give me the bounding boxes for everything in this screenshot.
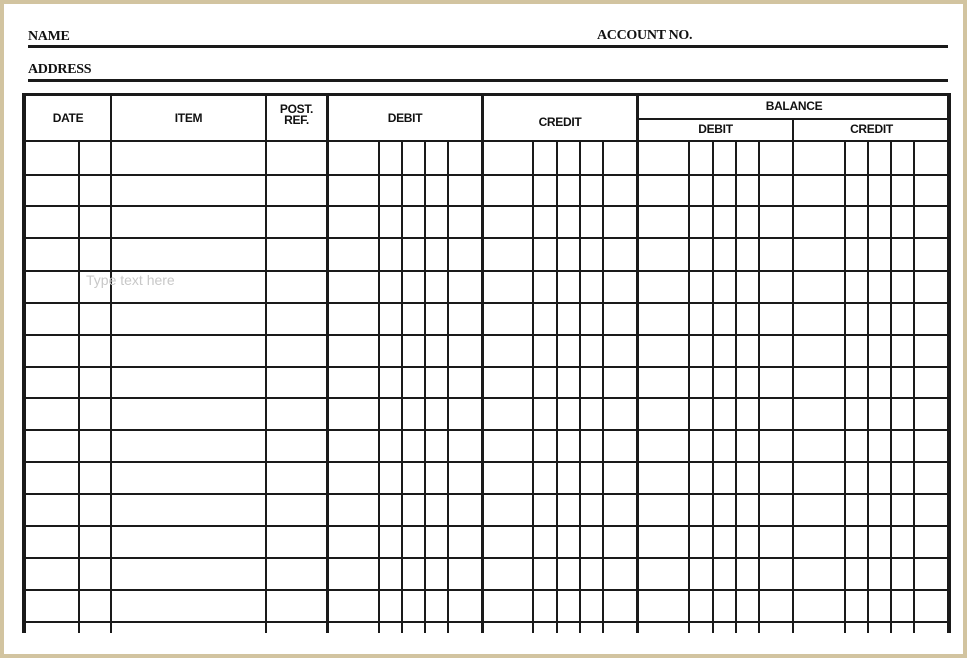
balance-debit-cents-line-4 — [758, 140, 760, 633]
text-entry-placeholder[interactable]: Type text here — [86, 272, 175, 288]
date-subcolumn-line — [78, 140, 80, 633]
row-line — [26, 237, 947, 239]
row-line — [26, 174, 947, 176]
debit-column-line — [326, 96, 329, 633]
balance-column-line — [636, 96, 639, 633]
credit-cents-line-2 — [556, 140, 558, 633]
balance-header: BALANCE — [765, 99, 823, 113]
debit-cents-line-2 — [401, 140, 403, 633]
address-line[interactable] — [28, 79, 948, 82]
credit-column-line — [481, 96, 484, 633]
name-label: NAME — [28, 29, 70, 44]
row-line — [26, 621, 947, 623]
row-line — [26, 525, 947, 527]
row-line — [26, 493, 947, 495]
address-label: ADDRESS — [28, 62, 92, 77]
date-header: DATE — [52, 111, 84, 125]
balance-credit-cents-line-4 — [913, 140, 915, 633]
row-line — [26, 366, 947, 368]
balance-debit-header: DEBIT — [698, 122, 733, 136]
balance-credit-header: CREDIT — [850, 122, 893, 136]
balance-debit-cents-line-1 — [688, 140, 690, 633]
post-ref-header-line2: REF. — [284, 113, 309, 127]
debit-cents-line-1 — [378, 140, 380, 633]
post-ref-column-line — [265, 96, 267, 633]
debit-cents-line-3 — [424, 140, 426, 633]
balance-debit-cents-line-2 — [712, 140, 714, 633]
row-line — [26, 397, 947, 399]
row-line — [26, 334, 947, 336]
balance-credit-column-line — [792, 118, 794, 633]
account-number-label: ACCOUNT NO. — [597, 28, 693, 43]
balance-subheader-line — [636, 118, 947, 120]
credit-cents-line-1 — [532, 140, 534, 633]
balance-credit-cents-line-3 — [890, 140, 892, 633]
row-line — [26, 461, 947, 463]
name-line[interactable] — [28, 45, 948, 48]
row-line — [26, 205, 947, 207]
item-column-line — [110, 96, 112, 633]
item-header: ITEM — [174, 111, 203, 125]
debit-header: DEBIT — [387, 111, 423, 125]
credit-cents-line-3 — [579, 140, 581, 633]
row-line — [26, 302, 947, 304]
balance-debit-cents-line-3 — [735, 140, 737, 633]
balance-credit-cents-line-2 — [867, 140, 869, 633]
balance-credit-cents-line-1 — [844, 140, 846, 633]
debit-cents-line-4 — [447, 140, 449, 633]
credit-header: CREDIT — [538, 115, 582, 129]
row-line — [26, 557, 947, 559]
row-line — [26, 429, 947, 431]
header-bottom-line — [26, 140, 947, 142]
post-ref-header-line1: POST. — [279, 102, 314, 116]
credit-cents-line-4 — [602, 140, 604, 633]
ledger-table — [22, 93, 951, 633]
row-line — [26, 589, 947, 591]
